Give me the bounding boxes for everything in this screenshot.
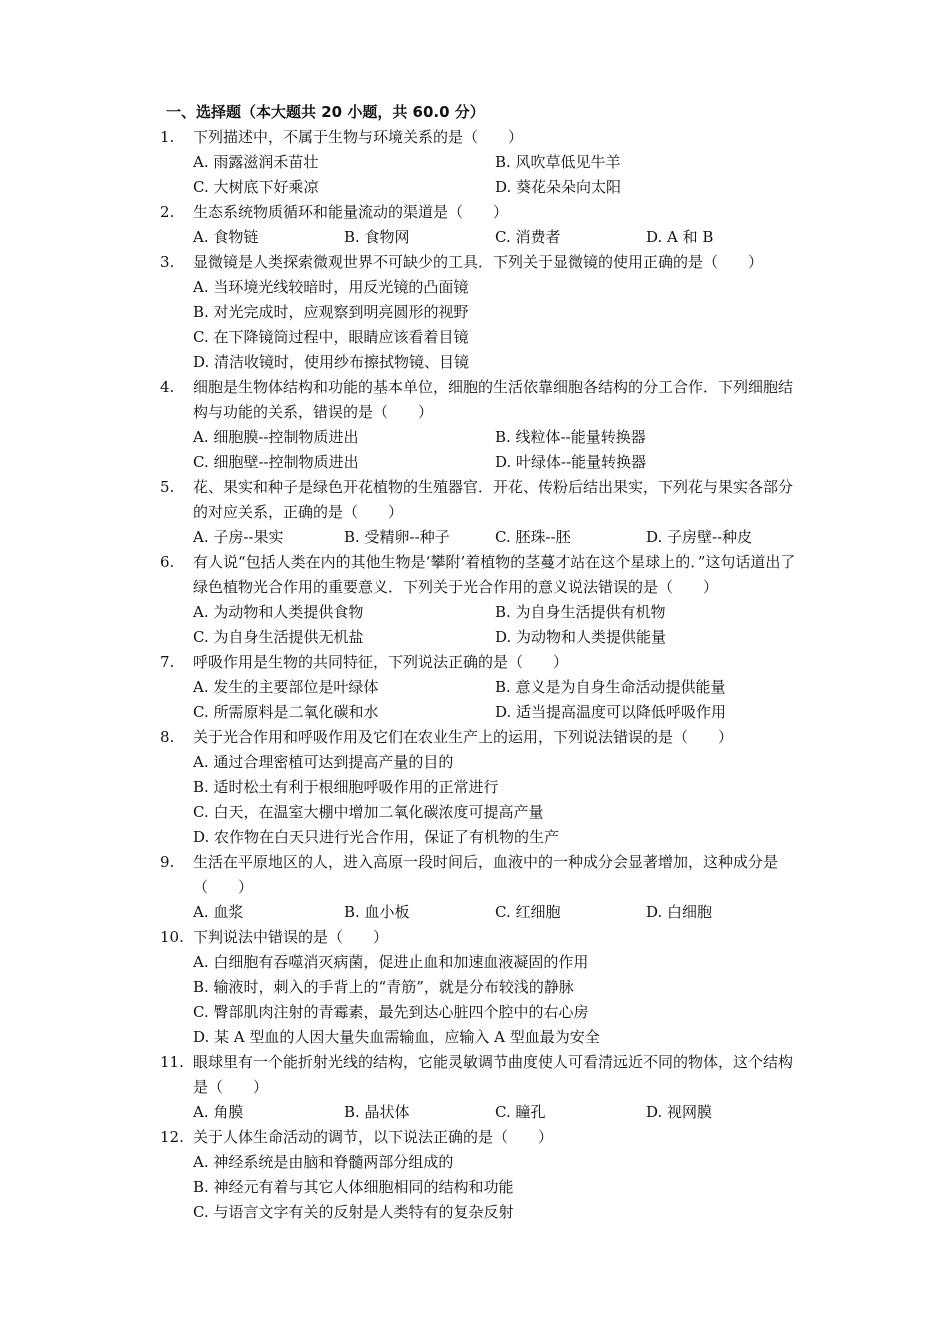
- answer-option: C. 与语言文字有关的反射是人类特有的复杂反射: [193, 1203, 514, 1221]
- question-number: 10.: [160, 928, 184, 946]
- answer-option: A. 当环境光线较暗时，用反光镜的凸面镜: [193, 278, 469, 296]
- answer-option: A. 发生的主要部位是叶绿体: [193, 678, 379, 696]
- answer-option: C. 胚珠--胚: [495, 528, 571, 546]
- question-item: [160, 1050, 800, 1125]
- question-number: 3.: [160, 253, 175, 271]
- answer-option: B. 风吹草低见牛羊: [495, 153, 621, 171]
- question-item: [160, 650, 800, 725]
- answer-option: A. 角膜: [193, 1103, 244, 1121]
- answer-option: D. 适当提高温度可以降低呼吸作用: [495, 703, 727, 721]
- question-number: 6.: [160, 553, 175, 571]
- answer-option: B. 适时松土有利于根细胞呼吸作用的正常进行: [193, 778, 499, 796]
- question-stem: 有人说“包括人类在内的其他生物是‘攀附’着植物的茎蔓才站在这个星球上的．”这句话道出了绿色植物光合作用的重要意义．下列关于光合作用的意义说法错误的是（ ）: [193, 553, 796, 596]
- question-stem: 显微镜是人类探索微观世界不可缺少的工具．下列关于显微镜的使用正确的是（ ）: [193, 253, 764, 271]
- answer-option: A. 白细胞有吞噬消灭病菌，促进止血和加速血液凝固的作用: [193, 953, 589, 971]
- question-stem: 关于光合作用和呼吸作用及它们在农业生产上的运用，下列说法错误的是（ ）: [193, 728, 734, 746]
- question-stem: 细胞是生物体结构和功能的基本单位，细胞的生活依靠细胞各结构的分工合作．下列细胞结构与功能的关系，错误的是（ ）: [193, 378, 794, 421]
- option-group: [193, 750, 800, 850]
- answer-option: C. 细胞壁--控制物质进出: [193, 453, 359, 471]
- question-item: [160, 375, 800, 475]
- answer-option: B. 血小板: [344, 903, 410, 921]
- answer-option: D. 白细胞: [646, 903, 713, 921]
- option-group: [193, 900, 800, 925]
- question-item: [160, 250, 800, 375]
- answer-option: A. 食物链: [193, 228, 259, 246]
- option-group: [193, 1100, 800, 1125]
- question-stem: 下列描述中，不属于生物与环境关系的是（ ）: [193, 128, 524, 146]
- answer-option: B. 线粒体--能量转换器: [495, 428, 646, 446]
- question-stem: 下判说法中错误的是（ ）: [193, 928, 389, 946]
- answer-option: D. 葵花朵朵向太阳: [495, 178, 622, 196]
- answer-option: A. 通过合理密植可达到提高产量的目的: [193, 753, 454, 771]
- question-number: 5.: [160, 478, 175, 496]
- answer-option: D. 叶绿体--能量转换器: [495, 453, 647, 471]
- answer-option: B. 神经元有着与其它人体细胞相同的结构和功能: [193, 1178, 514, 1196]
- question-number: 7.: [160, 653, 175, 671]
- question-item: [160, 125, 800, 200]
- option-group: [193, 425, 800, 475]
- answer-option: B. 食物网: [344, 228, 410, 246]
- option-group: [193, 1150, 800, 1225]
- question-number: 12.: [160, 1128, 184, 1146]
- question-item: [160, 475, 800, 550]
- answer-option: C. 臀部肌肉注射的青霉素，最先到达心脏四个腔中的右心房: [193, 1003, 589, 1021]
- answer-option: C. 所需原料是二氧化碳和水: [193, 703, 379, 721]
- question-number: 9.: [160, 853, 175, 871]
- question-stem: 眼球里有一个能折射光线的结构，它能灵敏调节曲度使人可看清远近不同的物体，这个结构是（ ）: [193, 1053, 794, 1096]
- answer-option: A. 为动物和人类提供食物: [193, 603, 364, 621]
- option-group: [193, 950, 800, 1050]
- answer-option: C. 大树底下好乘凉: [193, 178, 319, 196]
- answer-option: C. 在下降镜筒过程中，眼睛应该看着目镜: [193, 328, 469, 346]
- answer-option: D. 清洁收镜时，使用纱布擦拭物镜、目镜: [193, 353, 470, 371]
- question-number: 11.: [160, 1053, 184, 1071]
- option-group: [193, 525, 800, 550]
- question-item: [160, 550, 800, 650]
- option-group: [193, 150, 800, 200]
- answer-option: D. 视网膜: [646, 1103, 713, 1121]
- answer-option: D. 子房壁--种皮: [646, 528, 753, 546]
- question-stem: 生态系统物质循环和能量流动的渠道是（ ）: [193, 203, 509, 221]
- question-stem: 生活在平原地区的人，进入高原一段时间后，血液中的一种成分会显著增加，这种成分是（ ）: [193, 853, 779, 896]
- question-stem: 呼吸作用是生物的共同特征，下列说法正确的是（ ）: [193, 653, 569, 671]
- answer-option: B. 受精卵--种子: [344, 528, 450, 546]
- question-number: 8.: [160, 728, 175, 746]
- answer-option: B. 对光完成时，应观察到明亮圆形的视野: [193, 303, 469, 321]
- question-number: 4.: [160, 378, 175, 396]
- question-item: [160, 200, 800, 250]
- answer-option: A. 神经系统是由脑和脊髓两部分组成的: [193, 1153, 454, 1171]
- answer-option: B. 晶状体: [344, 1103, 410, 1121]
- question-number: 2.: [160, 203, 175, 221]
- answer-option: C. 瞳孔: [495, 1103, 546, 1121]
- section-title: 一、选择题（本大题共 20 小题，共 60.0 分）: [166, 103, 485, 121]
- answer-option: D. 农作物在白天只进行光合作用，保证了有机物的生产: [193, 828, 560, 846]
- question-item: [160, 850, 800, 925]
- answer-option: D. 为动物和人类提供能量: [495, 628, 667, 646]
- answer-option: B. 意义是为自身生命活动提供能量: [495, 678, 726, 696]
- option-group: [193, 600, 800, 650]
- option-group: [193, 225, 800, 250]
- answer-option: C. 红细胞: [495, 903, 561, 921]
- question-item: [160, 725, 800, 850]
- answer-option: D. 某 A 型血的人因大量失血需输血，应输入 A 型血最为安全: [193, 1028, 600, 1046]
- question-stem: 关于人体生命活动的调节，以下说法正确的是（ ）: [193, 1128, 554, 1146]
- option-group: [193, 675, 800, 725]
- answer-option: C. 白天，在温室大棚中增加二氧化碳浓度可提高产量: [193, 803, 544, 821]
- answer-option: B. 输液时，刺入的手背上的“青筋”，就是分布较浅的静脉: [193, 978, 574, 996]
- question-number: 1.: [160, 128, 175, 146]
- question-list: [160, 125, 800, 1225]
- question-item: [160, 925, 800, 1050]
- answer-option: B. 为自身生活提供有机物: [495, 603, 666, 621]
- option-group: [193, 275, 800, 375]
- question-stem: 花、果实和种子是绿色开花植物的生殖器官．开花、传粉后结出果实，下列花与果实各部分的对应关系，正确的是（ ）: [193, 478, 794, 521]
- answer-option: C. 消费者: [495, 228, 561, 246]
- answer-option: A. 雨露滋润禾苗壮: [193, 153, 319, 171]
- answer-option: A. 血浆: [193, 903, 244, 921]
- answer-option: C. 为自身生活提供无机盐: [193, 628, 364, 646]
- answer-option: A. 子房--果实: [193, 528, 284, 546]
- answer-option: A. 细胞膜--控制物质进出: [193, 428, 359, 446]
- question-item: [160, 1125, 800, 1225]
- answer-option: D. A 和 B: [646, 228, 714, 246]
